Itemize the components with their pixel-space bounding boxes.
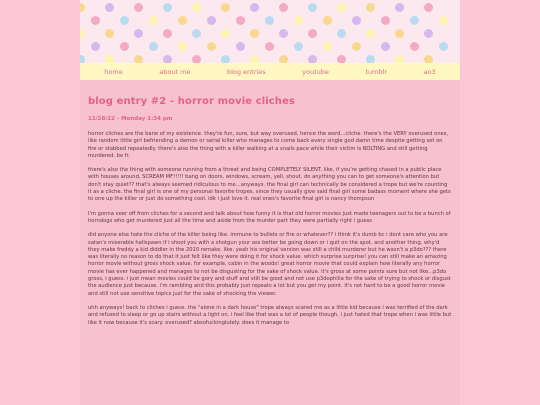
polka-dot [410, 16, 419, 25]
polka-dot [279, 29, 288, 38]
polka-dot [279, 3, 288, 12]
polka-dot [236, 42, 245, 51]
polka-dot [134, 3, 143, 12]
polka-dot [192, 55, 201, 63]
polka-dot [395, 29, 404, 38]
nav-about-me-link[interactable]: about me [159, 67, 191, 76]
polka-dot [163, 29, 172, 38]
polka-dot [134, 55, 143, 63]
polka-dot [250, 29, 259, 38]
polka-dot [149, 42, 158, 51]
polka-dot [381, 16, 390, 25]
entry-title: blog entry #2 - horror movie cliches [88, 96, 295, 107]
main-column [80, 0, 460, 405]
polka-dot [337, 3, 346, 12]
polka-dot [250, 3, 259, 12]
polka-dot [80, 55, 85, 63]
blog-entry [88, 96, 452, 334]
polka-dot [221, 3, 230, 12]
polka-dot [424, 3, 433, 12]
polka-dot [410, 42, 419, 51]
polka-dot [424, 29, 433, 38]
polka-dot [294, 42, 303, 51]
polka-dot [91, 16, 100, 25]
polka-dot [395, 3, 404, 12]
entry-paragraph: I'm gonna veer off from cliches for a second and talk about how funny it is that old horror movies just made teenagers out to be a bunch of horndogs who get murdered just all the time and aside from the murder part they were partially right i guess [88, 210, 451, 224]
polka-dot [120, 16, 129, 25]
entry-date: 11/28/22 - Monday 1:34 pm [88, 116, 173, 122]
polka-dot [439, 16, 448, 25]
polka-dot [192, 29, 201, 38]
polka-dot [337, 29, 346, 38]
polka-dot [439, 42, 448, 51]
polka-dot [105, 3, 114, 12]
polka-dot [120, 42, 129, 51]
polka-dot [221, 55, 230, 63]
entry-paragraph: uhh anyways! back to cliches i guess. the "alone in a dark house" trope always scared me as a little kid because i was terrified of the dark and refused to sleep or go up stairs without a light on. i feel like that was a lot of people though. i just hated that trope when i was little but like it now because it's scary. overused? absofuckinglutely. does it manage to [88, 304, 452, 326]
polka-dot [366, 55, 375, 63]
polka-dot [250, 55, 259, 63]
polka-dot [207, 16, 216, 25]
polka-dot [91, 42, 100, 51]
nav-youtube-link[interactable]: youtube [302, 67, 329, 76]
nav-home-link[interactable]: home [104, 67, 123, 76]
polka-dot [163, 55, 172, 63]
polka-dot-banner [80, 0, 460, 63]
polka-dot [279, 55, 288, 63]
nav-ao3-link[interactable]: ao3 [423, 67, 436, 76]
polka-dot [105, 55, 114, 63]
entry-paragraph: there's also the thing with someone running from a threat and being COMPLETELY SILENT. like, if you're getting chased in a public place with houses around, SCREAM MF!!!!! bang on doors, windows, scream, yell, shout, do anything you can to get someone's attention but don't stay quiet?? that's always seemed ridiculous to me...anyways. the final girl can technically be considered a trope but we're counting it as a cliche. the final girl is one of my personal favorite tropes, since they usually give said final girl some badass moment where she gets to one up the killer or just do something cool. idk i just love it. real ones's favorite final girl is nancy thompson [88, 167, 451, 203]
page-background-left [0, 0, 80, 405]
polka-dot [352, 42, 361, 51]
polka-dot [424, 55, 433, 63]
polka-dot [366, 29, 375, 38]
polka-dot [105, 29, 114, 38]
polka-dot [192, 3, 201, 12]
polka-dot [207, 42, 216, 51]
page-background-right [460, 0, 540, 405]
polka-dot [308, 29, 317, 38]
top-nav [80, 63, 460, 80]
polka-dot [178, 42, 187, 51]
polka-dot [366, 3, 375, 12]
polka-dot [149, 16, 158, 25]
polka-dot [381, 42, 390, 51]
polka-dot [294, 16, 303, 25]
polka-dot [221, 29, 230, 38]
polka-dot [308, 3, 317, 12]
polka-dot [178, 16, 187, 25]
polka-dot [323, 42, 332, 51]
polka-dot [323, 16, 332, 25]
nav-blog-entries-link[interactable]: blog entries [226, 67, 266, 76]
polka-dot [80, 3, 85, 12]
polka-dot [163, 3, 172, 12]
entry-paragraph: horror cliches are the bane of my existence. they're fun, sure, but way overused, hence the word...cliche. there's the VERY overused ones, like random little girl befriending a demon or serial killer who manages to come back every single god damn time despite getting set on fire or stabbed repeatedly. there's also the thing with a killer walking at a snails pace while their victim is BOLTING and still getting murdered. be fr. [88, 131, 449, 159]
polka-dot [80, 29, 85, 38]
nav-tumblr-link[interactable]: tumblr [365, 67, 388, 76]
polka-dot [308, 55, 317, 63]
polka-dot [395, 55, 404, 63]
polka-dot [265, 42, 274, 51]
polka-dot [265, 16, 274, 25]
entry-paragraph: did anyone else hate the cliche of the killer being like. immune to bullets or fire or whatever?? i think it's dumb bc i dont care who you are satan's miserable hellspawn if i shoot you with a shotgun your ass better be going down or i quit on the spot. and another thing. why'd they make freddy a kid diddler in the 2010 remake. like. yeah his original version was still a child murderer but he wasn't a p3do??? there was literally no reason to do that it just felt like they were doing it for shock value. which surprise surprise! you can still make an amazing horror movie without gross shock value. for example, cabin in the woods! great horror movie that could explain how literally any horror movie has ever happened and manages to not be disgusting for the sake of shock value. it's gross at some points sure but not like...p3do gross, i guess. i just mean movies could be gory and stuff and still be good and not use p3dophilia for the sake of trying to shock or disgust the audience just because. i'm rambling and this probably just repeats a lot but you get my point. it's not hard to be a good horror movie and still not use sensitive topics just for the sake of shocking the viewer. [88, 232, 451, 297]
polka-dot [236, 16, 245, 25]
polka-dot [337, 55, 346, 63]
polka-dot [352, 16, 361, 25]
polka-dot [134, 29, 143, 38]
